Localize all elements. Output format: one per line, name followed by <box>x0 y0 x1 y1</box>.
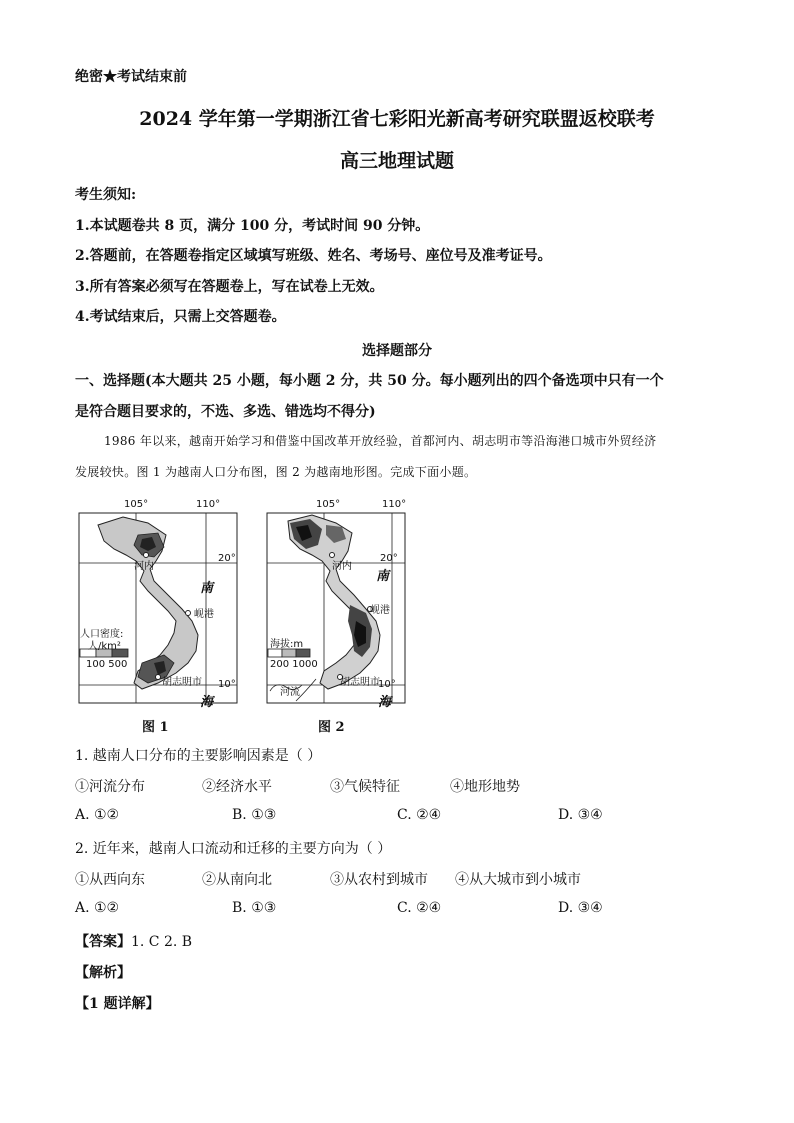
fig1-city-hanoi: 河内 <box>134 561 154 572</box>
fig2-sea-sea: 海 <box>378 695 392 710</box>
q1-option-c[interactable]: C. ②④ <box>397 807 442 823</box>
exam-subtitle: 高三地理试题 <box>339 150 454 172</box>
fig1-sea-sea: 海 <box>200 695 214 710</box>
passage-line-1: 1986 年以来，越南开始学习和借鉴中国改革开放经验，首都河内、胡志明市等沿海港口城市外贸经济 <box>104 434 657 448</box>
figure-2-terrain-map <box>266 495 406 710</box>
q2-item-2: ②从南向北 <box>202 872 272 888</box>
notice-item-2: 2.答题前，在答题卷指定区域填写班级、姓名、考场号、座位号及准考证号。 <box>75 248 552 264</box>
q2-item-3: ③从农村到城市 <box>330 872 428 888</box>
fig2-lat-10: 10° <box>378 679 396 690</box>
fig1-sea-south: 南 <box>200 581 214 596</box>
fig1-legend-values: 100 500 <box>86 659 128 670</box>
section-title: 选择题部分 <box>362 343 432 359</box>
q1-stem: 1. 越南人口分布的主要影响因素是（ ） <box>75 748 322 764</box>
fig2-city-hanoi: 河内 <box>332 561 352 572</box>
exam-title: 2024 学年第一学期浙江省七彩阳光新高考研究联盟返校联考 <box>139 108 655 130</box>
section-intro-1: 一、选择题(本大题共 25 小题，每小题 2 分，共 50 分。每小题列出的四个备选项中只有一个 <box>75 373 664 389</box>
q1-item-3: ③气候特征 <box>330 779 400 795</box>
q2-option-d[interactable]: D. ③④ <box>558 900 603 916</box>
q2-option-c[interactable]: C. ②④ <box>397 900 442 916</box>
fig1-legend-title: 人口密度: <box>80 629 124 640</box>
fig1-city-danang: 岘港 <box>194 609 214 620</box>
q1-option-a[interactable]: A. ①② <box>75 807 120 823</box>
analysis-label: 【解析】 <box>75 965 131 981</box>
fig2-city-hcmc: 胡志明市 <box>340 677 380 688</box>
notice-item-1: 1.本试题卷共 8 页，满分 100 分，考试时间 90 分钟。 <box>75 218 430 234</box>
fig1-lat-10: 10° <box>218 679 236 690</box>
answer-label: 【答案】 <box>75 934 131 950</box>
vietnam-population-map <box>78 495 238 710</box>
figure-1-population-map <box>78 495 238 710</box>
figure-2-caption: 图 2 <box>318 720 345 735</box>
q1-option-d[interactable]: D. ③④ <box>558 807 603 823</box>
q2-item-1: ①从西向东 <box>75 872 145 888</box>
fig2-legend-values: 200 1000 <box>270 659 318 670</box>
notice-heading: 考生须知: <box>75 187 137 203</box>
fig2-city-danang: 岘港 <box>370 605 390 616</box>
fig2-legend-title: 海拔:m <box>270 639 304 650</box>
answer-row <box>75 931 192 951</box>
section-intro-2: 是符合题目要求的，不选、多选、错选均不得分) <box>75 404 376 420</box>
notice-item-4: 4.考试结束后，只需上交答题卷。 <box>75 309 286 325</box>
fig2-lon-105: 105° <box>316 499 341 510</box>
fig2-lon-110: 110° <box>382 499 407 510</box>
notice-item-3: 3.所有答案必须写在答题卷上，写在试卷上无效。 <box>75 279 384 295</box>
q2-item-4: ④从大城市到小城市 <box>455 872 581 888</box>
fig1-legend-unit: 人/km² <box>88 641 121 652</box>
fig1-lat-20: 20° <box>218 553 236 564</box>
figure-1-caption: 图 1 <box>142 720 169 735</box>
q1-option-b[interactable]: B. ①③ <box>232 807 277 823</box>
q2-stem: 2. 近年来，越南人口流动和迁移的主要方向为（ ） <box>75 841 392 857</box>
fig2-sea-south: 南 <box>376 569 390 584</box>
secret-label: 绝密★考试结束前 <box>75 69 187 85</box>
q2-option-a[interactable]: A. ①② <box>75 900 120 916</box>
q2-option-b[interactable]: B. ①③ <box>232 900 277 916</box>
detail-label: 【1 题详解】 <box>75 996 160 1012</box>
fig1-lon-110: 110° <box>196 499 221 510</box>
fig2-river-label: 河流 <box>280 687 300 698</box>
answer-text: 1. C 2. B <box>131 934 193 950</box>
q1-item-2: ②经济水平 <box>202 779 272 795</box>
passage-line-2: 发展较快。图 1 为越南人口分布图，图 2 为越南地形图。完成下面小题。 <box>75 465 477 479</box>
fig1-city-hcmc: 胡志明市 <box>162 677 202 688</box>
fig2-lat-20: 20° <box>380 553 398 564</box>
q1-item-4: ④地形地势 <box>450 779 520 795</box>
fig1-lon-105: 105° <box>124 499 149 510</box>
q1-item-1: ①河流分布 <box>75 779 145 795</box>
